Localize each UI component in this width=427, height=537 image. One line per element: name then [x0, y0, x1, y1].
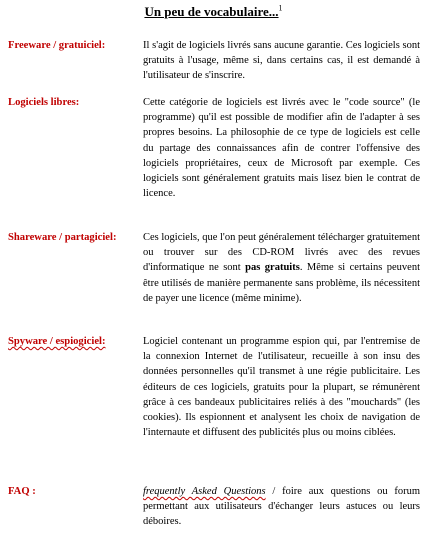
term-freeware: Freeware / gratuiciel: [8, 40, 106, 51]
term-logiciels-libres: Logiciels libres: [8, 97, 80, 108]
definition-shareware [143, 230, 420, 306]
definition-shareware-part1: Ces logiciels, que l'on peut généralement télécharger gratuitement ou trouver sur des CD-ROM livrés avec des revues d'informatique ne sont [143, 232, 420, 274]
term-shareware: Shareware / partagiciel: [8, 232, 117, 243]
definition-faq [143, 484, 420, 530]
definition-freeware: Il s'agit de logiciels livrés sans aucune garantie. Ces logiciels sont gratuits à l'usage, même si, dans certains cas, il est demandé à l'utilisateur de s'inscrire. [143, 40, 420, 82]
page-title [0, 4, 427, 20]
definition-shareware-bold: pas gratuits [245, 262, 300, 274]
definition-faq-rest: / foire aux questions ou forum permettant aux utilisateurs d'échanger leurs astuces ou leurs déboires. [143, 486, 421, 528]
title-text: Un peu de vocabulaire... [144, 4, 279, 19]
definition-logiciels-libres: Cette catégorie de logiciels est livrés avec le "code source" (le programme) qu'il est possible de modifier afin de l'adapter à ses propres besoins. La philosophie de ce type de logiciels est celle du partage des connaissances afin de contrer l'offensive des logiciels propriétaires, ceux de Microsoft par exemple. Ces logiciels sont généralement gratuits mais lisez bien le contrat de licence. [143, 97, 420, 200]
term-faq: FAQ : [8, 486, 36, 497]
definition-faq-italic: frequently Asked Questions [143, 486, 266, 497]
term-spyware: Spyware / espiogiciel: [8, 336, 106, 347]
definition-spyware: Logiciel contenant un programme espion qui, par l'entremise de la connexion Internet de l'utilisateur, recueille à son insu des données personnelles qu'il transmet à une régie publicitaire. Les éditeurs de ces logiciels, gratuits pour la plupart, se rémunèrent grâce à ces bandeaux publicitaires reliés à des "mouchards" (les cookies). Ils espionnent et analysent les choix de navigation de l'internaute et diffusent des publicités plus ou moins ciblées. [143, 336, 420, 439]
footnote-mark: 1 [278, 3, 283, 13]
definition-shareware-part2: . Même si certains peuvent être utilisés de manière permanente sans problème, ils nécessitent de payer une licence (même minime). [143, 262, 420, 304]
